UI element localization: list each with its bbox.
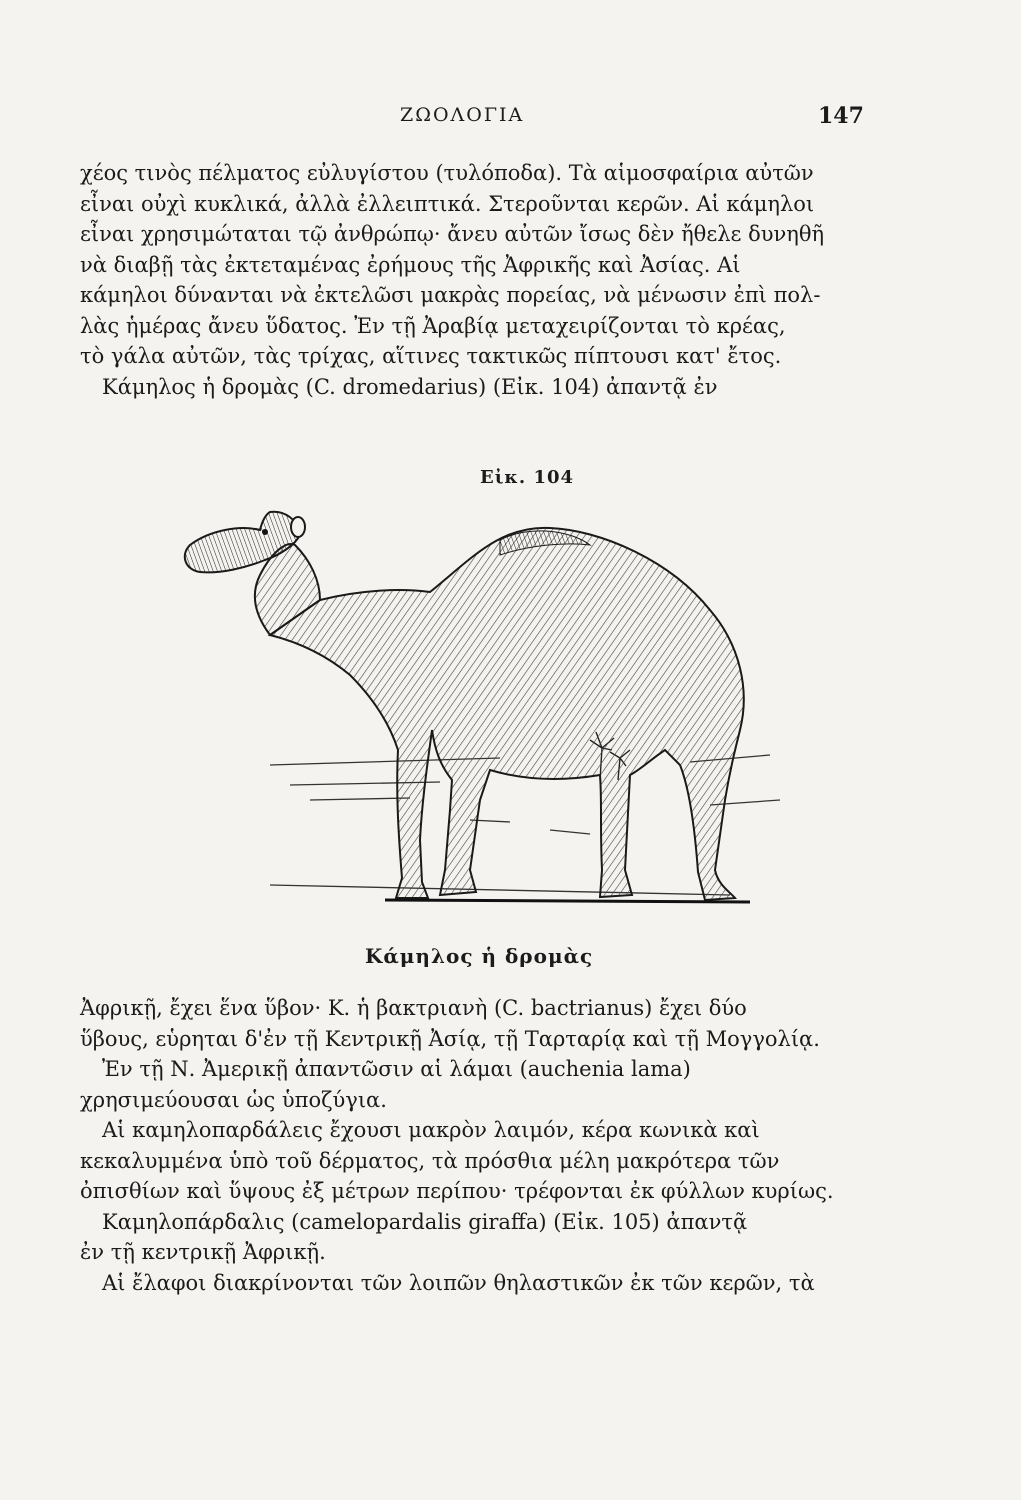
text-line: χρησιμεύουσαι ὡς ὑποζύγια.	[80, 1087, 387, 1112]
text-line: Ἀφρικῇ, ἔχει ἕνα ὕβον· Κ. ἡ βακτριανὴ (C. bactrianus) ἔχει δύο	[80, 996, 747, 1020]
text-line: κεκαλυμμένα ὑπὸ τοῦ δέρματος, τὰ πρόσθια μέλη μακρότερα τῶν	[80, 1148, 780, 1173]
text-line: Αἱ ἔλαφοι διακρίνονται τῶν λοιπῶν θηλαστικῶν ἐκ τῶν κερῶν, τὰ	[102, 1270, 815, 1295]
bottom-paragraphs	[80, 993, 880, 1298]
text-line: Ἐν τῇ Ν. Ἀμερικῇ ἀπαντῶσιν αἱ λάμαι (auchenia lama)	[102, 1057, 691, 1081]
figure-caption: Κάμηλος ἡ δρομὰς	[365, 944, 594, 968]
figure-label: Εἰκ. 104	[480, 467, 575, 488]
text-line: τὸ γάλα αὐτῶν, τὰς τρίχας, αἵτινες τακτικῶς πίπτουσι κατ' ἔτος.	[80, 344, 782, 368]
top-paragraph	[80, 158, 880, 402]
text-line: κάμηλοι δύνανται νὰ ἐκτελῶσι μακρὰς πορείας, νὰ μένωσιν ἐπὶ πολ-	[80, 283, 821, 307]
camel-illustration	[170, 500, 790, 920]
text-line: χέος τινὸς πέλματος εὐλυγίστου (τυλόποδα). Τὰ αἱμοσφαίρια αὐτῶν	[80, 161, 814, 185]
camel-figure	[185, 512, 750, 902]
text-line: Καμηλοπάρδαλις (camelopardalis giraffa) (Εἰκ. 105) ἀπαντᾷ	[102, 1209, 748, 1234]
text-line: νὰ διαβῇ τὰς ἐκτεταμένας ἐρήμους τῆς Ἀφρικῆς καὶ Ἀσίας. Αἱ	[80, 252, 741, 277]
text-line: Αἱ καμηλοπαρδάλεις ἔχουσι μακρὸν λαιμόν, κέρα κωνικὰ καὶ	[102, 1118, 760, 1142]
text-line: ὕβους, εὑρηται δ'ἐν τῇ Κεντρικῇ Ἀσίᾳ, τῇ Ταρταρίᾳ καὶ τῇ Μογγολίᾳ.	[80, 1026, 820, 1051]
text-line: λὰς ἡμέρας ἄνευ ὕδατος. Ἐν τῇ Ἀραβίᾳ μεταχειρίζονται τὸ κρέας,	[80, 313, 786, 338]
page-number: 147	[818, 103, 864, 129]
camel-engraving	[170, 500, 790, 920]
text-line: ἐν τῇ κεντρικῇ Ἀφρικῇ.	[80, 1240, 326, 1264]
running-header-title: ΖΩΟΛΟΓΙΑ	[400, 104, 525, 126]
text-line: Κάμηλος ἡ δρομὰς (C. dromedarius) (Εἰκ. 104) ἀπαντᾷ ἐν	[102, 374, 718, 399]
text-line: εἶναι οὐχὶ κυκλικά, ἀλλὰ ἐλλειπτικά. Στεροῦνται κερῶν. Αἱ κάμηλοι	[80, 191, 815, 216]
text-line: εἶναι χρησιμώταται τῷ ἀνθρώπῳ· ἄνευ αὐτῶν ἴσως δὲν ἤθελε δυνηθῆ	[80, 222, 825, 246]
text-line: ὀπισθίων καὶ ὕψους ἐξ μέτρων περίπου· τρέφονται ἐκ φύλλων κυρίως.	[80, 1179, 834, 1203]
